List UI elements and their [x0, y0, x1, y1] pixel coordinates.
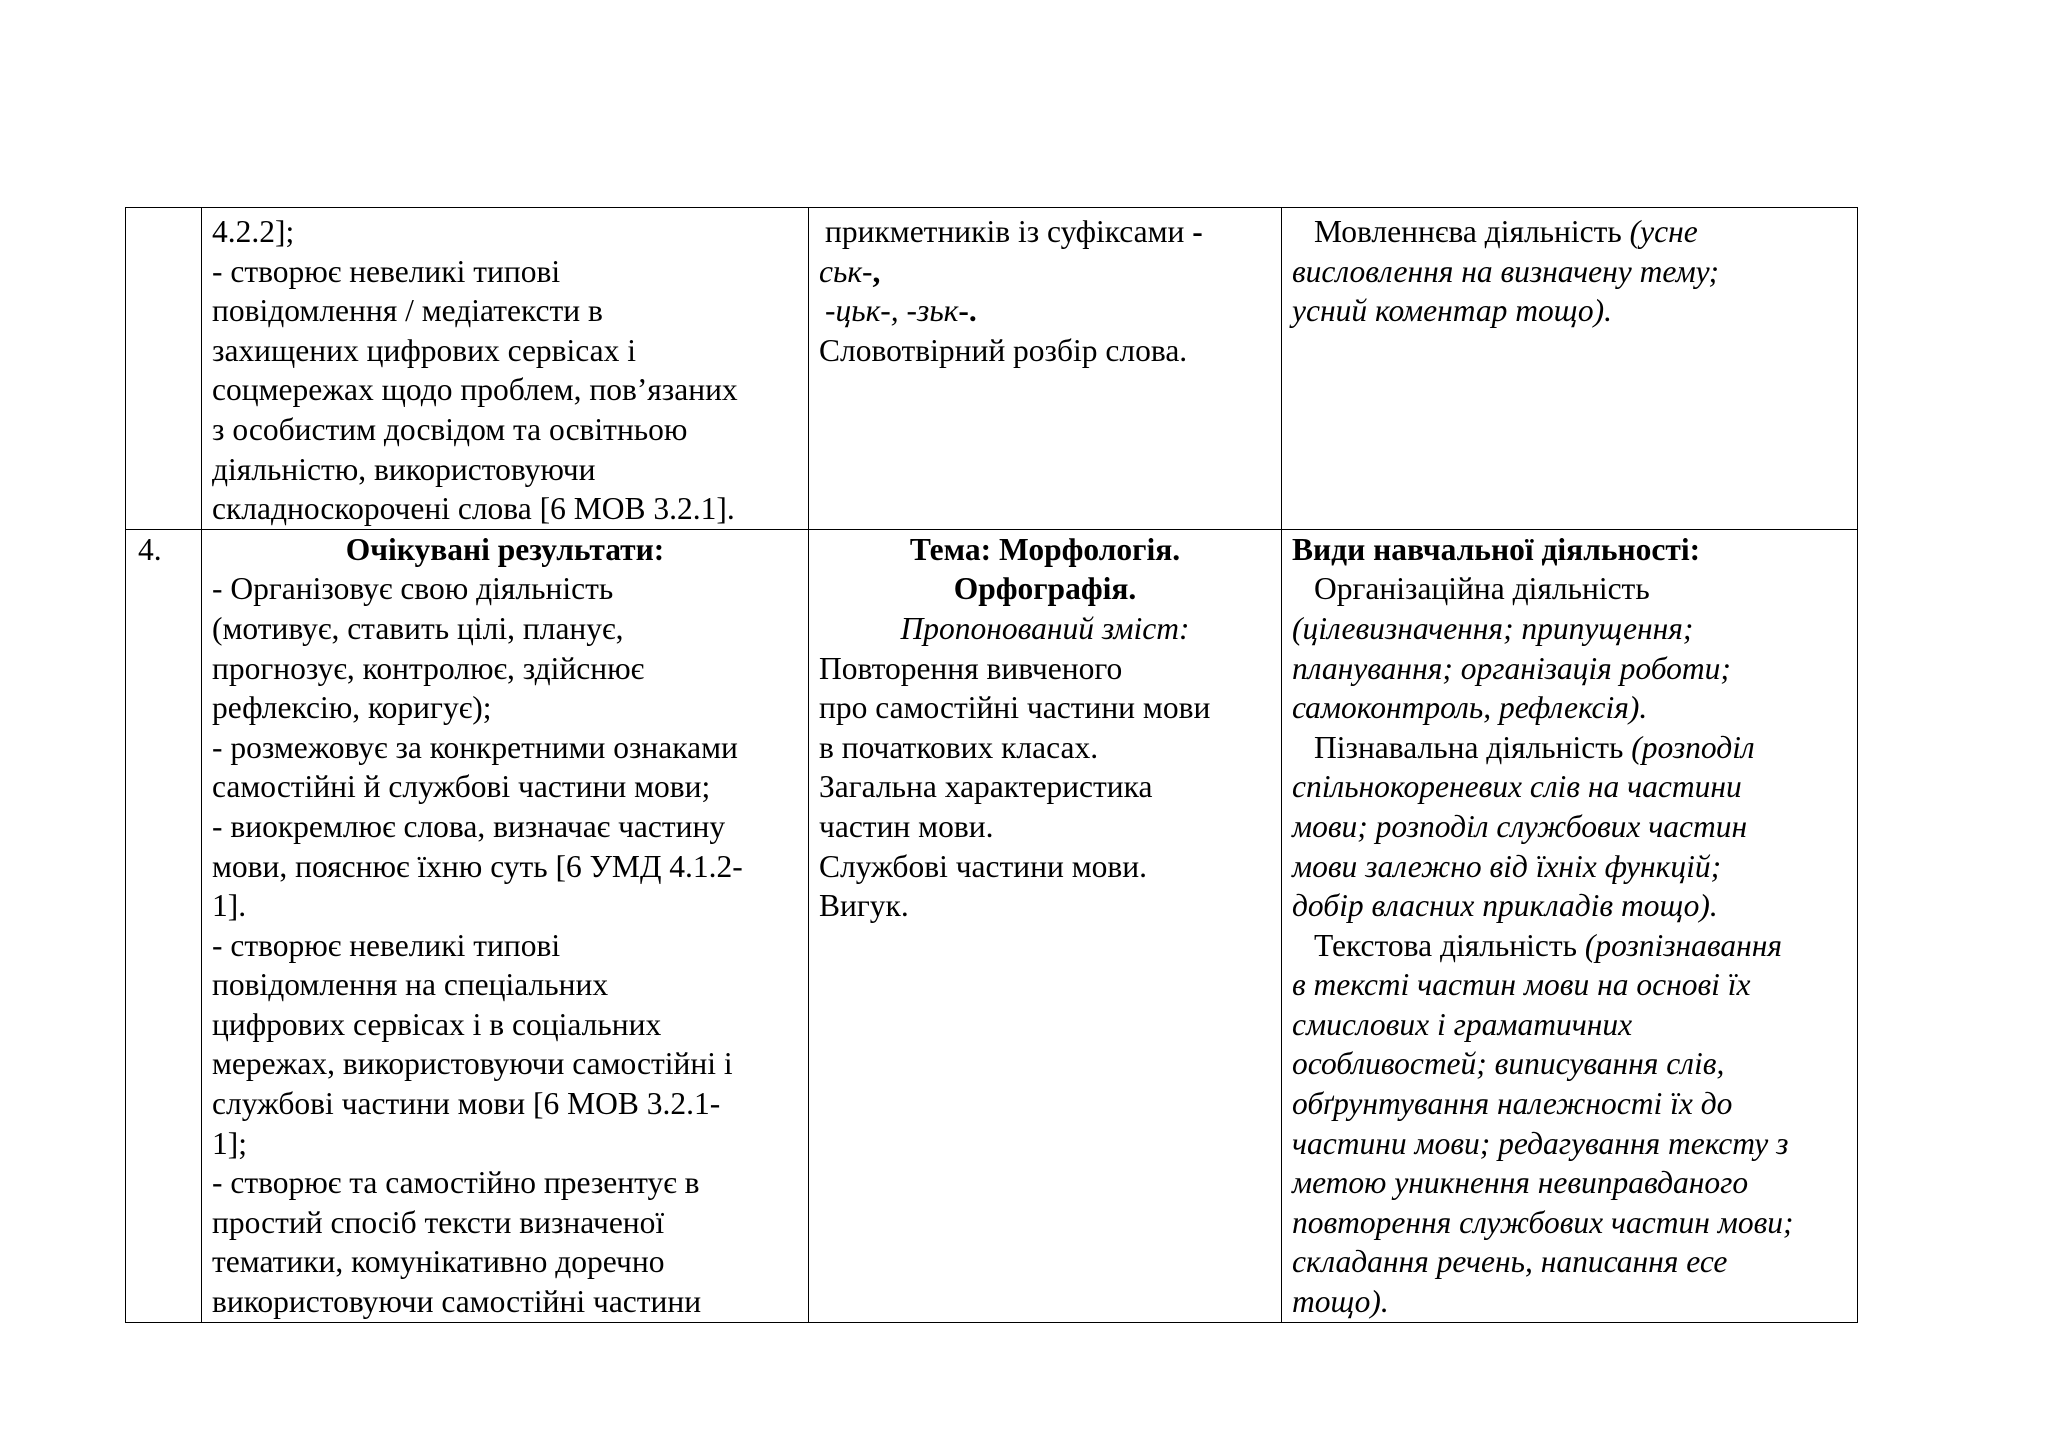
activity-line: повторення службових частин мови; — [1292, 1204, 1794, 1240]
activity-line: самоконтроль, рефлексія). — [1292, 690, 1648, 726]
result-line: - створює та самостійно презентує в — [212, 1165, 700, 1201]
row-number-cell — [126, 208, 202, 530]
proposed-content-cell — [809, 529, 1282, 1322]
content-line: Службові частини мови. — [819, 848, 1147, 884]
activities-cell — [1282, 208, 1858, 530]
suffix-comma: , — [872, 253, 881, 289]
content-line — [819, 212, 1271, 252]
table-row — [126, 208, 1858, 530]
activity-detail: (розпізнавання — [1584, 927, 1783, 963]
result-line: - виокремлює слова, визначає частину — [212, 808, 726, 844]
content-line — [819, 291, 1271, 331]
activity-line — [1292, 926, 1847, 966]
activity-line: обґрунтування належності їх до — [1292, 1086, 1733, 1122]
activity-line: частини мови; редагування тексту з — [1292, 1125, 1789, 1161]
row-number-cell — [126, 529, 202, 1322]
lesson-plan-table — [125, 207, 1858, 1323]
result-line: повідомлення на спеціальних — [212, 967, 609, 1003]
activity-label: Текстова діяльність — [1314, 927, 1585, 963]
activity-line: спільнокореневих слів на частини — [1292, 769, 1742, 805]
result-line: діяльністю, використовуючи — [212, 451, 596, 487]
activity-detail: (розподіл — [1631, 729, 1755, 765]
content-line: в початкових класах. — [819, 729, 1099, 765]
activity-line: смислових і граматичних — [1292, 1006, 1633, 1042]
result-line: рефлексію, коригує); — [212, 690, 492, 726]
result-line: тематики, комунікативно доречно — [212, 1244, 665, 1280]
result-line: з особистим досвідом та освітньою — [212, 411, 688, 447]
content-line: частин мови. — [819, 808, 994, 844]
result-line: використовуючи самостійні частини — [212, 1284, 702, 1320]
activity-line: висловлення на визначену тему; — [1292, 253, 1719, 289]
results-heading: Очікувані результати: — [345, 531, 665, 567]
topic-title: Тема: Морфологія. — [909, 531, 1181, 567]
activity-line: мови залежно від їхніх функцій; — [1292, 848, 1722, 884]
expected-results-cell — [202, 208, 809, 530]
expected-results-cell — [202, 529, 809, 1322]
activity-line: в тексті частин мови на основі їх — [1292, 967, 1751, 1003]
result-line: - розмежовує за конкретними ознаками — [212, 729, 738, 765]
result-line: службові частини мови [6 МОВ 3.2.1- — [212, 1086, 721, 1122]
result-line: цифрових сервісах і в соціальних — [212, 1006, 662, 1042]
content-line: Словотвірний розбір слова. — [819, 332, 1188, 368]
content-line: Загальна характеристика — [819, 769, 1153, 805]
activity-line — [1292, 728, 1847, 768]
proposed-content-cell — [809, 208, 1282, 530]
activity-line: особливостей; виписування слів, — [1292, 1046, 1725, 1082]
row-number: 4. — [138, 531, 162, 567]
suffix-text: -цьк-, -зьк — [825, 293, 959, 329]
proposed-content-label: Пропонований зміст: — [900, 610, 1190, 646]
activity-line: (цілевизначення; припущення; — [1292, 610, 1694, 646]
result-line: повідомлення / медіатексти в — [212, 293, 603, 329]
activity-line: тощо). — [1292, 1284, 1389, 1320]
activity-line: складання речень, написання есе — [1292, 1244, 1728, 1280]
result-line: 1]. — [212, 888, 247, 924]
result-line: - створює невеликі типові — [212, 253, 561, 289]
content-line: Повторення вивченого — [819, 650, 1123, 686]
activity-line — [1292, 212, 1847, 252]
topic-title: Орфографія. — [953, 571, 1137, 607]
activities-heading: Види навчальної діяльності: — [1292, 531, 1701, 567]
result-line: - Організовує свою діяльність — [212, 571, 614, 607]
result-line: простий спосіб тексти визначеної — [212, 1204, 665, 1240]
activity-line: планування; організація роботи; — [1292, 650, 1731, 686]
content-line — [819, 252, 1271, 292]
activity-line: мови; розподіл службових частин — [1292, 808, 1748, 844]
result-line: мережах, використовуючи самостійні і — [212, 1046, 733, 1082]
result-line: прогнозує, контролює, здійснює — [212, 650, 645, 686]
result-line: (мотивує, ставить цілі, планує, — [212, 610, 624, 646]
activity-label: Пізнавальна діяльність — [1314, 729, 1632, 765]
content-line: про самостійні частини мови — [819, 690, 1211, 726]
activity-label: Організаційна діяльність — [1314, 571, 1650, 607]
content-text: прикметників із суфіксами — [825, 214, 1193, 249]
activity-detail: (усне — [1629, 214, 1698, 249]
result-line: захищених цифрових сервісах і — [212, 332, 637, 368]
activities-cell — [1282, 529, 1858, 1322]
activity-line: метою уникнення невиправданого — [1292, 1165, 1749, 1201]
result-line: мови, пояснює їхню суть [6 УМД 4.1.2- — [212, 848, 743, 884]
content-line: Вигук. — [819, 888, 909, 924]
activity-line: усний коментар тощо). — [1292, 293, 1613, 329]
table-row — [126, 529, 1858, 1322]
result-line: соцмережах щодо проблем, пов’язаних — [212, 372, 738, 408]
suffix-end: -. — [958, 293, 977, 329]
result-line: складноскорочені слова [6 МОВ 3.2.1]. — [212, 491, 735, 527]
result-line: 1]; — [212, 1125, 247, 1161]
activity-label: Мовленнєва діяльність — [1314, 214, 1630, 249]
result-line: самостійні й службові частини мови; — [212, 769, 711, 805]
result-line: 4.2.2]; — [212, 214, 295, 249]
activity-line: добір власних прикладів тощо). — [1292, 888, 1718, 924]
content-dash: - — [1192, 214, 1203, 249]
suffix-text: ськ- — [819, 253, 873, 289]
result-line: - створює невеликі типові — [212, 927, 561, 963]
